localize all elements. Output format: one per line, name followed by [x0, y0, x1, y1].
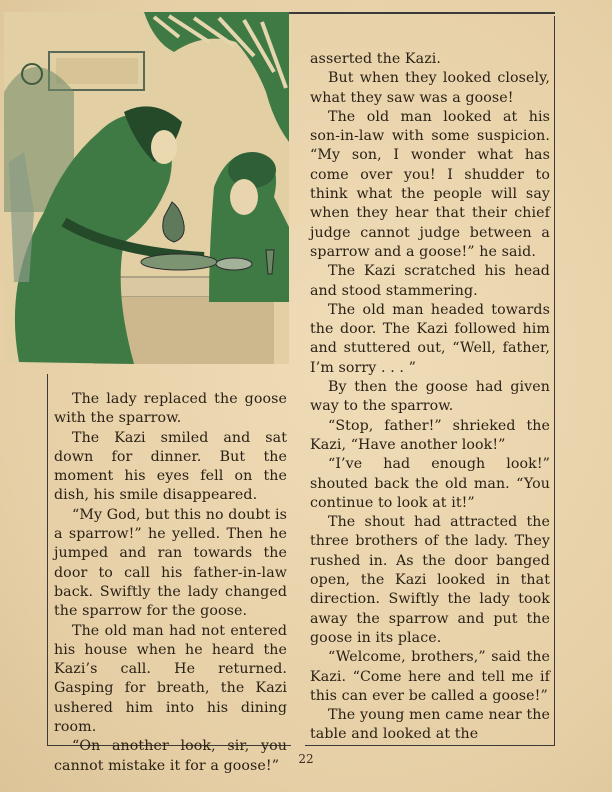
paragraph: The shout had attracted the three brothers of the lady. They rushed in. As the door banged open, the Kazi looked in that direction. Swiftly the lady took away the sparrow and put the goose in its place. — [310, 514, 550, 646]
story-illustration — [4, 12, 289, 364]
paragraph: The Kazi scratched his head and stood stammering. — [310, 263, 550, 299]
paragraph: The Kazi smiled and sat down for dinner. But the moment his eyes fell on the dish, his smile disappeared. — [54, 429, 287, 504]
paragraph: “Stop, father!” shrieked the Kazi, “Have another look!” — [310, 417, 550, 453]
paragraph: “My God, but this no doubt is a sparrow!” he yelled. Then he jumped and ran towards the door to call his father-in-law back. Swiftly the lady changed the sparrow for the goose. — [54, 506, 287, 620]
column-top-rule — [289, 12, 555, 14]
paragraph: By then the goose had given way to the sparrow. — [310, 379, 550, 415]
kazi-dinner-illustration-icon — [4, 12, 289, 364]
paragraph: The old man looked at his son-in-law with some suspicion. “My son, I wonder what has come over you! I shudder to think what the people will say when they hear that their chief judge cannot judge between a sparrow and a goose!” he said. — [310, 108, 550, 260]
right-text-column — [305, 16, 555, 746]
paragraph: The old man had not entered his house when he heard the Kazi’s call. He returned. Gasping for breath, the Kazi ushered him into his dining room. — [54, 622, 287, 736]
paragraph: “I’ve had enough look!” shouted back the old man. “You continue to look at it!” — [310, 456, 550, 511]
paragraph: “On another look, sir, you cannot mistake it for a goose!” — [54, 738, 287, 774]
paragraph: The old man headed towards the door. The Kazi followed him and stuttered out, “Well, father, I’m sorry . . . ” — [310, 301, 550, 376]
page-number: 22 — [298, 752, 314, 766]
paragraph: But when they looked closely, what they saw was a goose! — [310, 70, 550, 106]
paragraph-continuation: asserted the Kazi. — [310, 51, 442, 67]
paragraph: The lady replaced the goose with the sparrow. — [54, 391, 287, 427]
paragraph: “Welcome, brothers,” said the Kazi. “Come here and tell me if this can ever be called a goose!” — [310, 649, 550, 704]
paragraph: The young men came near the table and looked at the — [310, 707, 550, 743]
left-text-column — [47, 374, 291, 774]
